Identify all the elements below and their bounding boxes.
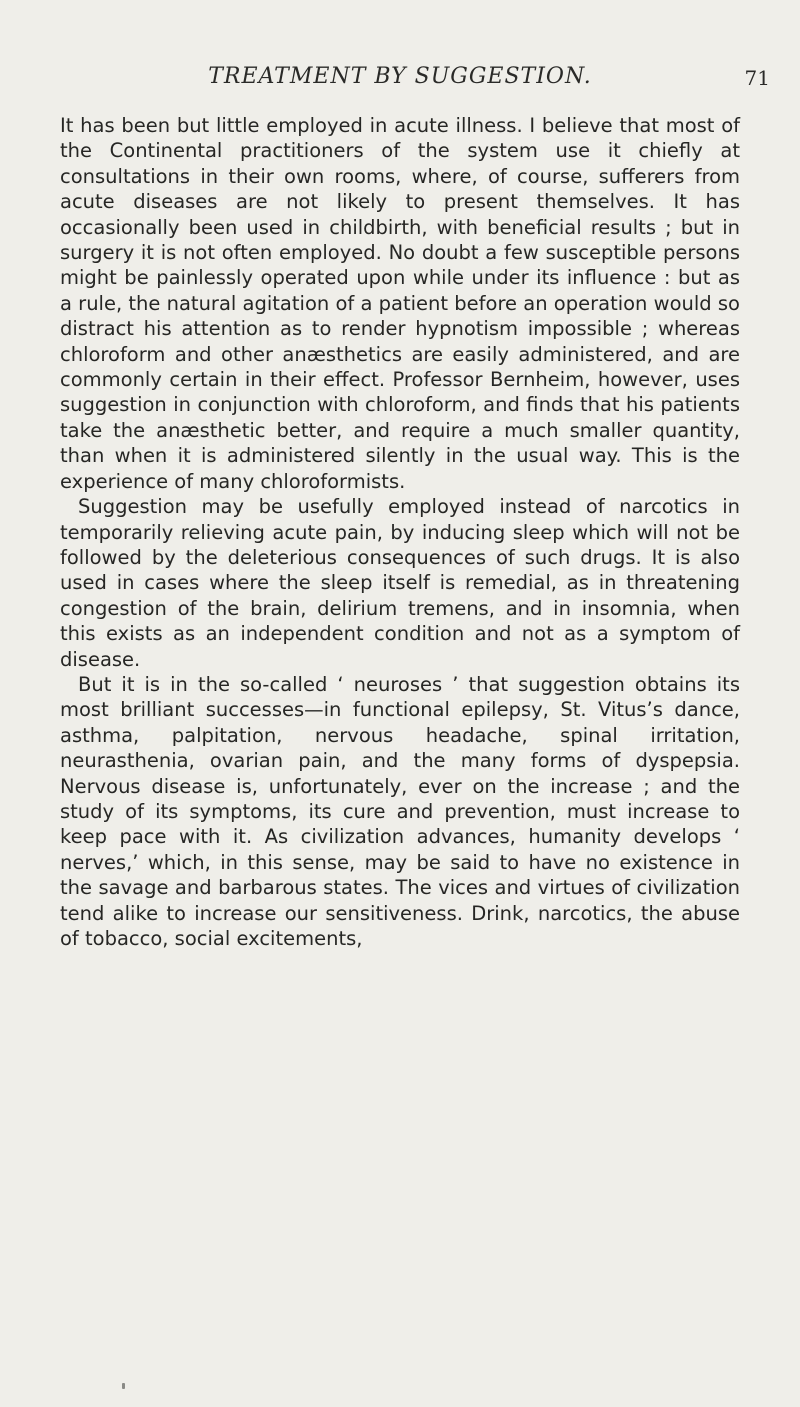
- paragraph-2: Suggestion may be usefully employed instead of narcotics in temporarily relieving acute pain, by inducing sleep which will not be followed by the deleterious consequences of such drugs. It is also used in cases where the sleep itself is remedial, as in threatening congestion of the brain, delirium tremens, and in insomnia, when this exists as an independent condition and not as a symptom of disease.: [60, 495, 740, 671]
- ink-speck: [122, 1383, 125, 1389]
- running-head-title: TREATMENT BY SUGGESTION.: [208, 64, 592, 89]
- running-head: [0, 60, 800, 100]
- paragraph-3: But it is in the so-called ‘ neuroses ’ that suggestion obtains its most brilliant successes—in functional epilepsy, St. Vitus’s dance, asthma, palpitation, nervous headache, spinal irritation, neurasthenia, ovarian pain, and the many forms of dyspepsia. Nervous disease is, unfortunately, ever on the increase ; and the study of its symptoms, its cure and prevention, must increase to keep pace with it. As civilization advances, humanity develops ‘ nerves,’ which, in this sense, may be said to have no existence in the savage and barbarous states. The vices and virtues of civilization tend alike to increase our sensitiveness. Drink, narcotics, the abuse of tobacco, social excitements,: [60, 672, 740, 950]
- page-number: 71: [744, 66, 770, 90]
- body-text: [60, 113, 740, 951]
- paragraph-1: It has been but little employed in acute illness. I believe that most of the Continental practitioners of the system use it chiefly at consultations in their own rooms, where, of course, sufferers from acute diseases are not likely to present themselves. It has occasionally been used in childbirth, with beneficial results ; but in surgery it is not often employed. No doubt a few susceptible persons might be painlessly operated upon while under its influence : but as a rule, the natural agitation of a patient before an operation would so distract his attention as to render hypnotism impossible ; whereas chloroform and other anæsthetics are easily administered, and are commonly certain in their effect. Professor Bernheim, however, uses suggestion in conjunction with chloroform, and finds that his patients take the anæsthetic better, and require a much smaller quantity, than when it is administered silently in the usual way. This is the experience of many chloroformists.: [60, 114, 740, 493]
